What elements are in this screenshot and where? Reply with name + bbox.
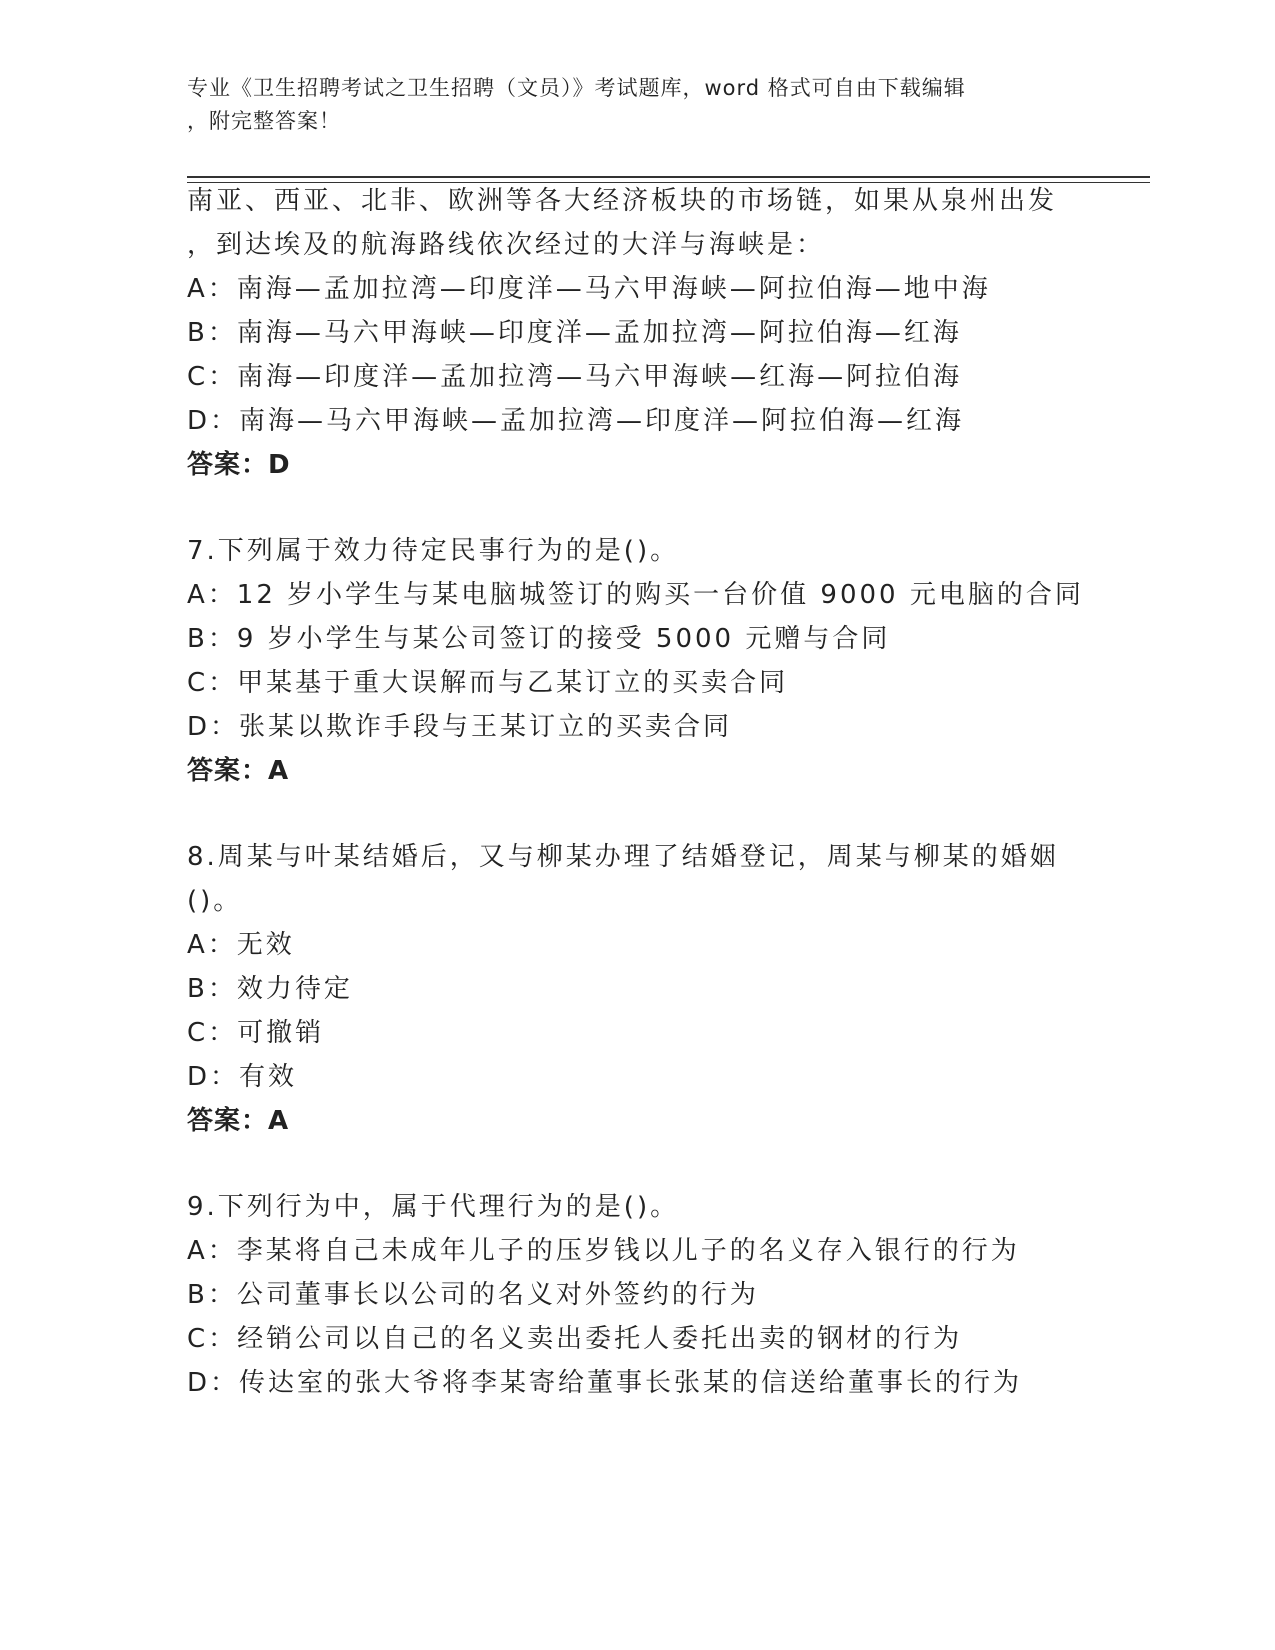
q7-answer: 答案：A <box>187 756 290 786</box>
header-line-2: ，附完整答案！ <box>187 109 341 133</box>
q7-option-d: D：张某以欺诈手段与王某订立的买卖合同 <box>187 712 733 742</box>
q7-option-a: A：12 岁小学生与某电脑城签订的购买一台价值 9000 元电脑的合同 <box>187 580 1084 610</box>
q8-option-b: B：效力待定 <box>187 974 353 1004</box>
header-divider-thick <box>187 176 1150 178</box>
q8-option-c: C：可撤销 <box>187 1018 325 1048</box>
q6-option-c: C：南海—印度洋—孟加拉湾—马六甲海峡—红海—阿拉伯海 <box>187 362 963 392</box>
q6-stem-line-1: 南亚、西亚、北非、欧洲等各大经济板块的市场链，如果从泉州出发 <box>187 186 1058 216</box>
q7-option-b: B：9 岁小学生与某公司签订的接受 5000 元赠与合同 <box>187 624 891 654</box>
q6-answer: 答案：D <box>187 450 291 480</box>
q8-stem-line-2: ()。 <box>187 886 243 916</box>
document-header <box>187 72 1067 138</box>
q8-option-d: D：有效 <box>187 1062 298 1092</box>
q8-option-a: A：无效 <box>187 930 295 960</box>
q9-option-d: D：传达室的张大爷将李某寄给董事长张某的信送给董事长的行为 <box>187 1368 1023 1398</box>
q6-option-a: A：南海—孟加拉湾—印度洋—马六甲海峡—阿拉伯海—地中海 <box>187 274 991 304</box>
q6-option-d: D：南海—马六甲海峡—孟加拉湾—印度洋—阿拉伯海—红海 <box>187 406 965 436</box>
q7-stem: 7.下列属于效力待定民事行为的是()。 <box>187 536 680 566</box>
q8-answer: 答案：A <box>187 1106 290 1136</box>
q9-option-a: A：李某将自己未成年儿子的压岁钱以儿子的名义存入银行的行为 <box>187 1236 1020 1266</box>
q8-stem-line-1: 8.周某与叶某结婚后，又与柳某办理了结婚登记，周某与柳某的婚姻 <box>187 842 1059 872</box>
q6-option-b: B：南海—马六甲海峡—印度洋—孟加拉湾—阿拉伯海—红海 <box>187 318 962 348</box>
q9-option-c: C：经销公司以自己的名义卖出委托人委托出卖的钢材的行为 <box>187 1324 963 1354</box>
header-divider-thin <box>187 182 1150 183</box>
q9-stem: 9.下列行为中，属于代理行为的是()。 <box>187 1192 680 1222</box>
q6-stem-line-2: ，到达埃及的航海路线依次经过的大洋与海峡是： <box>187 230 826 260</box>
header-line-1: 专业《卫生招聘考试之卫生招聘（文员）》考试题库，word 格式可自由下载编辑 <box>187 76 966 100</box>
q9-option-b: B：公司董事长以公司的名义对外签约的行为 <box>187 1280 759 1310</box>
q7-option-c: C：甲某基于重大误解而与乙某订立的买卖合同 <box>187 668 789 698</box>
